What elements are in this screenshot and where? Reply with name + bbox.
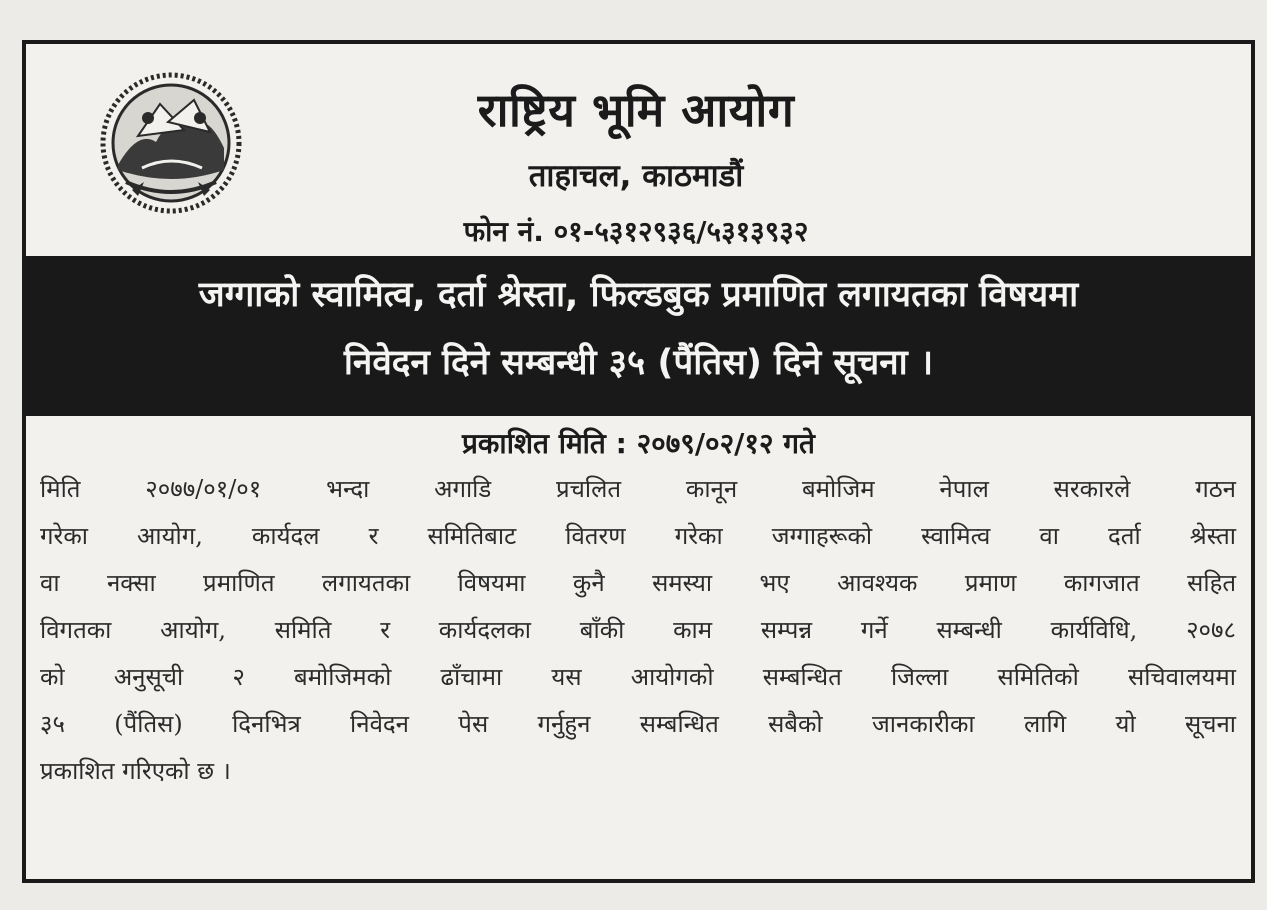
publication-date xyxy=(26,424,1251,462)
organization-location: ताहाचल, काठमाडौं xyxy=(528,158,744,194)
nepal-government-emblem-icon xyxy=(98,70,244,216)
body-line: विगतका आयोग, समिति र कार्यदलका बाँकी काम सम्पन्न गर्ने सम्बन्धी कार्यविधि, २०७८ xyxy=(40,616,1236,644)
notice-box xyxy=(22,40,1255,883)
body-line: ३५ (पैंतिस) दिनभित्र निवेदन पेस गर्नुहुन सम्बन्धित सबैको जानकारीका लागि यो सूचना xyxy=(40,710,1236,738)
body-line: वा नक्सा प्रमाणित लगायतका विषयमा कुनै समस्या भए आवश्यक प्रमाण कागजात सहित xyxy=(40,569,1236,597)
publication-date-label: प्रकाशित मिति : xyxy=(462,427,627,460)
publication-date-value: २०७९/०२/१२ गते xyxy=(636,427,815,460)
notice-banner xyxy=(26,256,1251,416)
notice-body xyxy=(40,466,1236,795)
notice-header xyxy=(26,44,1251,262)
body-line: प्रकाशित गरिएको छ । xyxy=(40,757,231,785)
organization-phone: फोन नं. ०१-५३१२९३६/५३१३९३२ xyxy=(463,215,809,248)
body-line: मिति २०७७/०१/०१ भन्दा अगाडि प्रचलित कानून बमोजिम नेपाल सरकारले गठन xyxy=(40,475,1236,503)
banner-heading-line-2: निवेदन दिने सम्बन्धी ३५ (पैंतिस) दिने सूचना । xyxy=(343,343,934,383)
body-line: को अनुसूची २ बमोजिमको ढाँचामा यस आयोगको सम्बन्धित जिल्ला समितिको सचिवालयमा xyxy=(40,663,1236,691)
banner-heading-line-1: जग्गाको स्वामित्व, दर्ता श्रेस्ता, फिल्डबुक प्रमाणित लगायतका विषयमा xyxy=(198,275,1079,315)
organization-title: राष्ट्रिय भूमि आयोग xyxy=(477,83,795,137)
body-line: गरेका आयोग, कार्यदल र समितिबाट वितरण गरेका जग्गाहरूको स्वामित्व वा दर्ता श्रेस्ता xyxy=(40,522,1236,550)
